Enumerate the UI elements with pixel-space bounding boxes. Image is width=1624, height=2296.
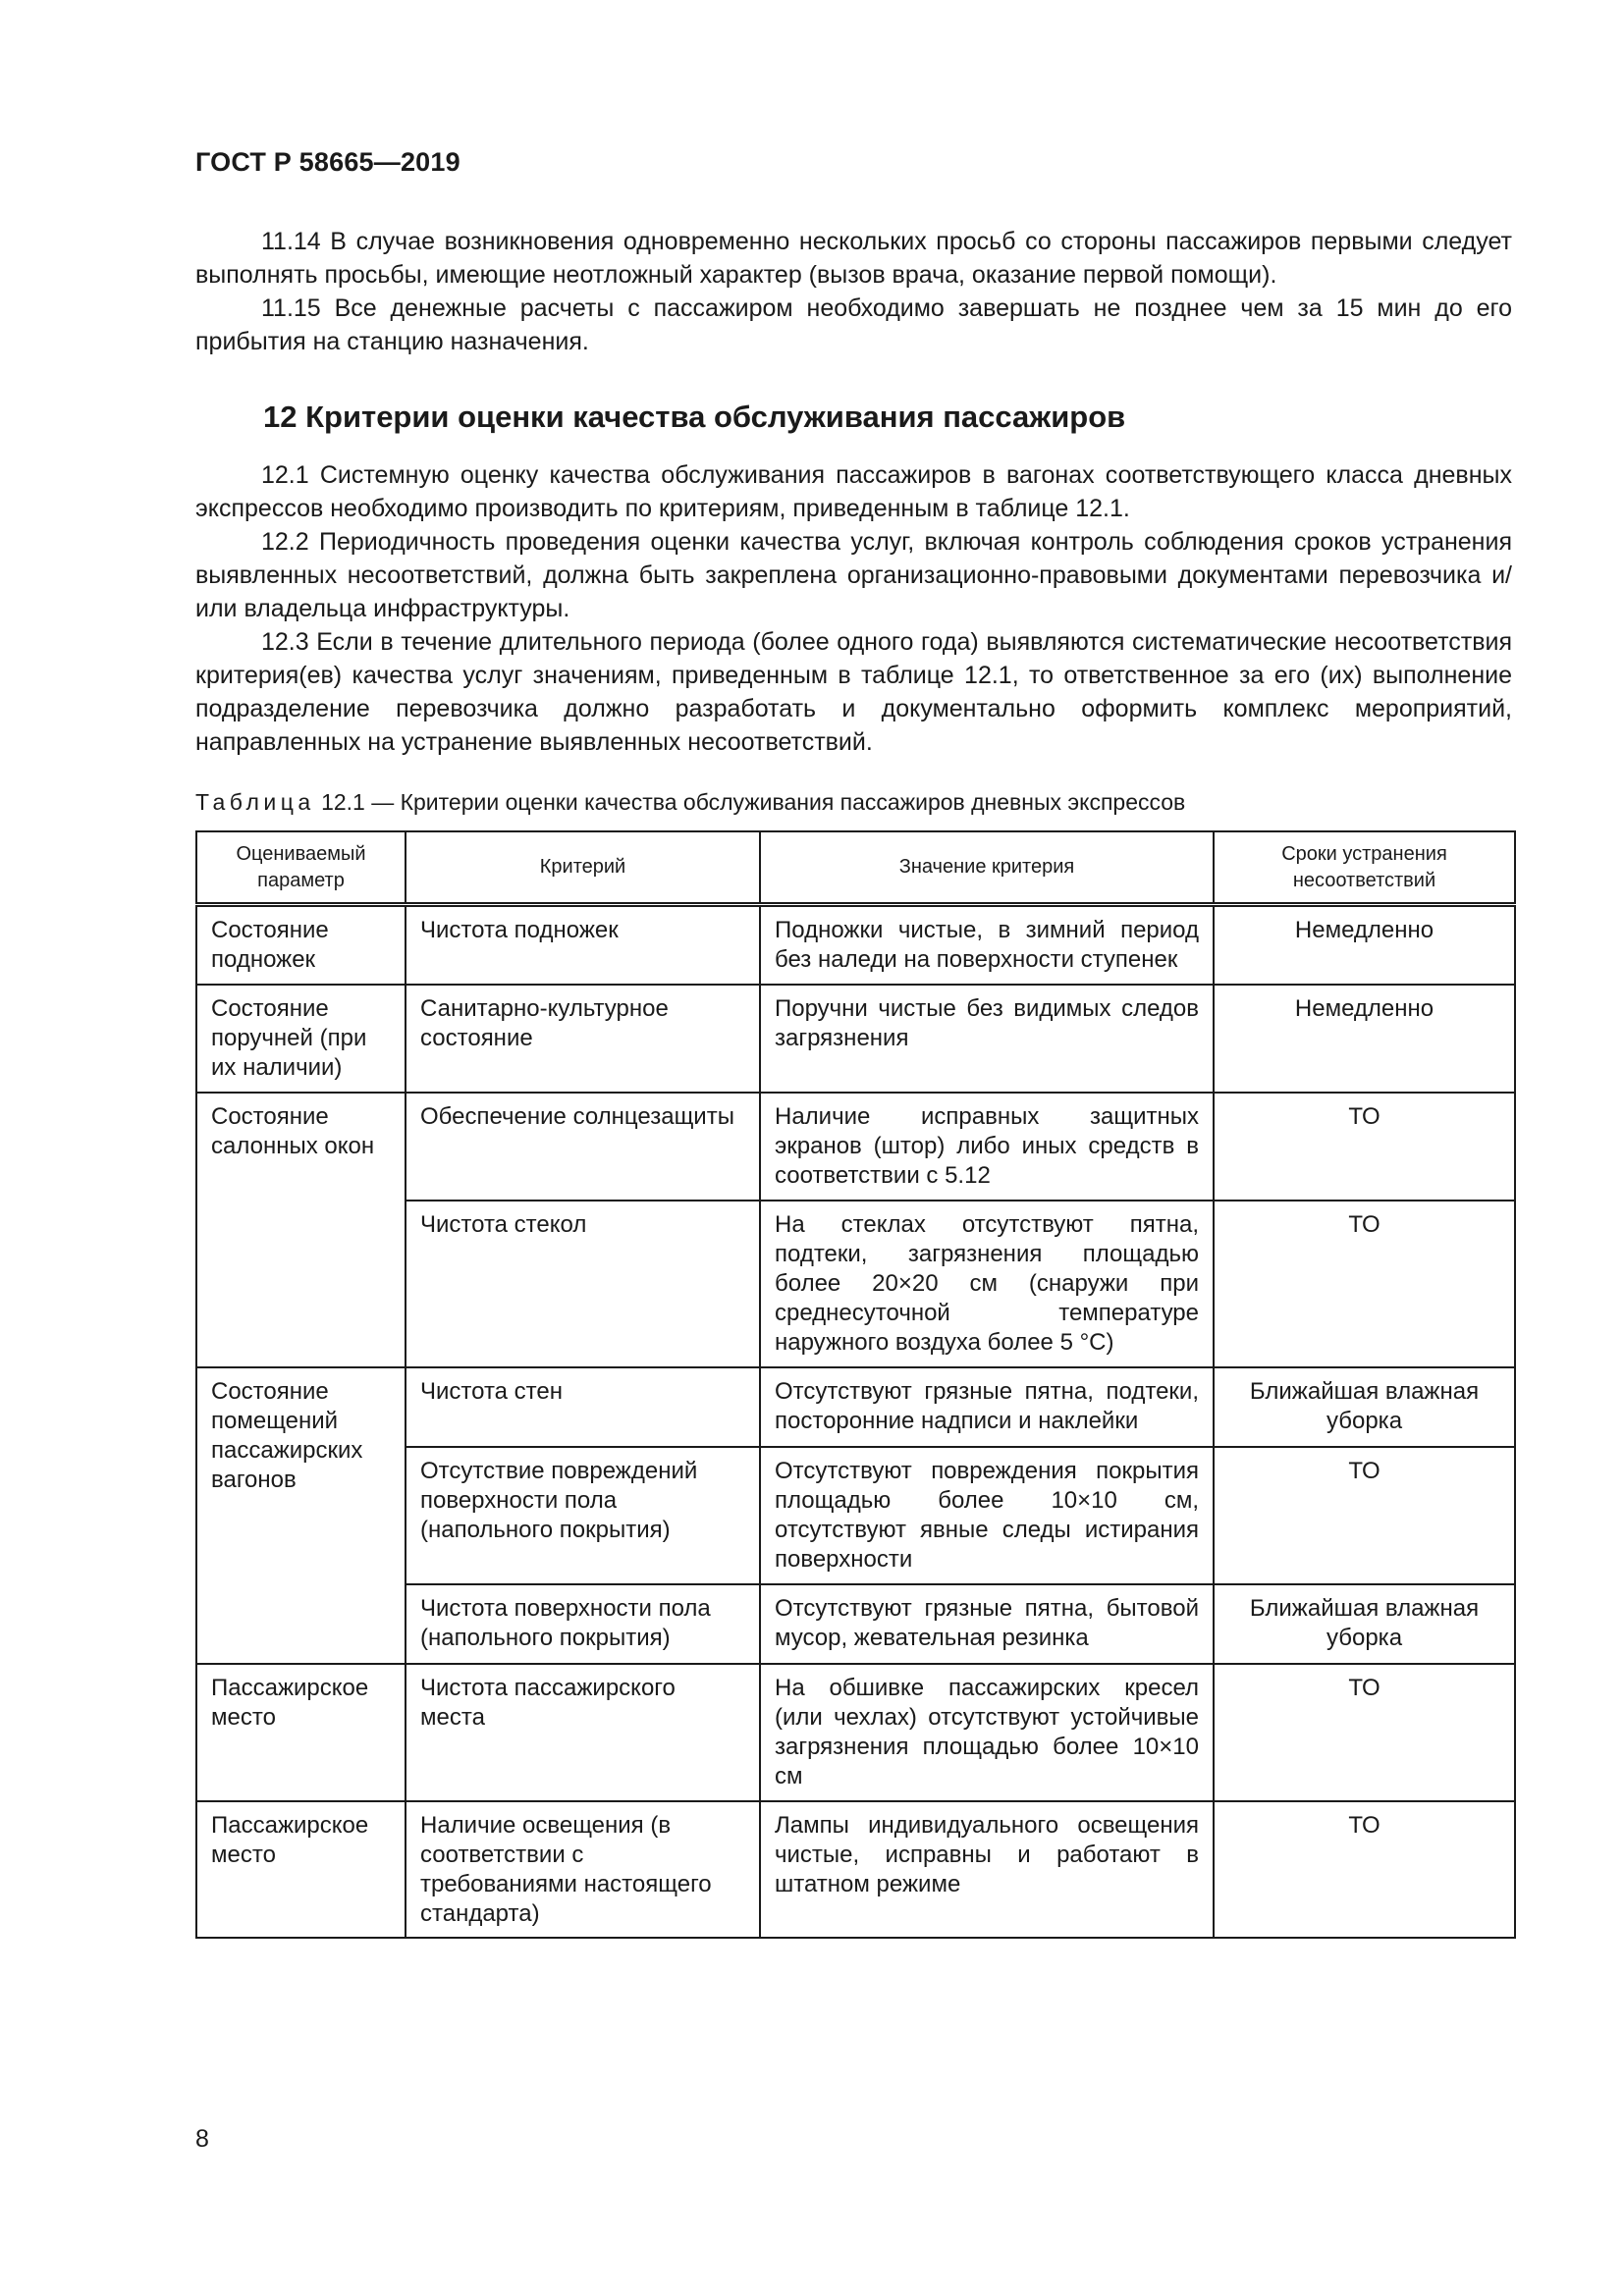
cell-value: Отсутствуют повреждения покрытия площадью более 10×10 см, отсутствуют явные следы истирания поверхности <box>760 1447 1214 1584</box>
cell-term: Ближайшая влажная уборка <box>1214 1367 1515 1447</box>
cell-parameter: Пассажирское место <box>196 1801 406 1938</box>
cell-parameter: Пассажирское место <box>196 1664 406 1801</box>
cell-term: Ближайшая влажная уборка <box>1214 1584 1515 1664</box>
cell-value: На обшивке пассажирских кресел (или чехлах) отсутствуют устойчивые загрязнения площадью более 10×10 см <box>760 1664 1214 1801</box>
cell-parameter: Состояние поручней (при их наличии) <box>196 985 406 1093</box>
cell-criterion: Санитарно-культурное состояние <box>406 985 760 1093</box>
paragraph-11-15: 11.15 Все денежные расчеты с пассажиром необходимо завершать не позднее чем за 15 мин до его прибытия на станцию назначения. <box>195 294 1512 355</box>
table-row <box>196 1367 1515 1447</box>
table-row <box>196 1801 1515 1938</box>
cell-term: ТО <box>1214 1664 1515 1801</box>
cell-term: Немедленно <box>1214 905 1515 985</box>
cell-value: Наличие исправных защитных экранов (штор) либо иных средств в соответствии с 5.12 <box>760 1093 1214 1201</box>
cell-value: Подножки чистые, в зимний период без наледи на поверхности ступенек <box>760 905 1214 985</box>
cell-term: ТО <box>1214 1093 1515 1201</box>
cell-term: ТО <box>1214 1201 1515 1367</box>
table-caption-text: 12.1 — Критерии оценки качества обслуживания пассажиров дневных экспрессов <box>314 789 1186 815</box>
cell-term: Немедленно <box>1214 985 1515 1093</box>
cell-value: На стеклах отсутствуют пятна, подтеки, загрязнения площадью более 20×20 см (снаружи при среднесуточной температуре наружного воздуха более 5 °С) <box>760 1201 1214 1367</box>
header-value: Значение критерия <box>760 831 1214 905</box>
header-criterion: Критерий <box>406 831 760 905</box>
paragraph-11-14: 11.14 В случае возникновения одновременно нескольких просьб со стороны пассажиров первыми следует выполнять просьбы, имеющие неотложный характер (вызов врача, оказание первой помощи). <box>195 228 1512 289</box>
paragraph-12-1: 12.1 Системную оценку качества обслуживания пассажиров в вагонах соответствующего класса дневных экспрессов необходимо производить по критериям, приведенным в таблице 12.1. <box>195 461 1512 522</box>
table-row <box>196 985 1515 1093</box>
cell-criterion: Обеспечение солнцезащиты <box>406 1093 760 1201</box>
cell-parameter: Состояние салонных окон <box>196 1093 406 1367</box>
cell-value: Отсутствуют грязные пятна, подтеки, посторонние надписи и наклейки <box>760 1367 1214 1447</box>
header-parameter: Оцениваемый параметр <box>196 831 406 905</box>
table-caption <box>195 789 1185 816</box>
section-heading: 12 Критерии оценки качества обслуживания пассажиров <box>263 400 1126 434</box>
table-row <box>196 1664 1515 1801</box>
table-caption-prefix: Таблица <box>195 789 315 815</box>
table-row <box>196 1093 1515 1201</box>
cell-value: Поручни чистые без видимых следов загрязнения <box>760 985 1214 1093</box>
document-code: ГОСТ Р 58665—2019 <box>195 147 460 177</box>
page-number: 8 <box>195 2125 209 2153</box>
cell-parameter: Состояние помещений пассажирских вагонов <box>196 1367 406 1664</box>
cell-criterion: Чистота пассажирского места <box>406 1664 760 1801</box>
cell-value: Лампы индивидуального освещения чистые, исправны и работают в штатном режиме <box>760 1801 1214 1938</box>
cell-parameter: Состояние подножек <box>196 905 406 985</box>
cell-term: ТО <box>1214 1801 1515 1938</box>
paragraph-12-3: 12.3 Если в течение длительного периода (более одного года) выявляются систематические несоответствия критерия(ев) качества услуг значениям, приведенным в таблице 12.1, то ответственное за его (их) выполнение подразделение перевозчика должно разработать и документально оформить комплекс мероприятий, направленных на устранение выявленных несоответствий. <box>195 628 1512 756</box>
cell-term: ТО <box>1214 1447 1515 1584</box>
table-header-row <box>196 831 1515 905</box>
cell-criterion: Чистота стекол <box>406 1201 760 1367</box>
criteria-table <box>195 830 1516 1939</box>
header-term: Сроки устранения несоответствий <box>1214 831 1515 905</box>
cell-criterion: Чистота стен <box>406 1367 760 1447</box>
cell-criterion: Отсутствие повреждений поверхности пола (напольного покрытия) <box>406 1447 760 1584</box>
cell-criterion: Чистота поверхности пола (напольного покрытия) <box>406 1584 760 1664</box>
cell-value: Отсутствуют грязные пятна, бытовой мусор, жевательная резинка <box>760 1584 1214 1664</box>
cell-criterion: Чистота подножек <box>406 905 760 985</box>
paragraph-12-2: 12.2 Периодичность проведения оценки качества услуг, включая контроль соблюдения сроков устранения выявленных несоответствий, должна быть закреплена организационно-правовыми документами перевозчика и/или владельца инфраструктуры. <box>195 528 1512 622</box>
cell-criterion: Наличие освещения (в соответствии с требованиями настоящего стандарта) <box>406 1801 760 1938</box>
table-row <box>196 905 1515 985</box>
